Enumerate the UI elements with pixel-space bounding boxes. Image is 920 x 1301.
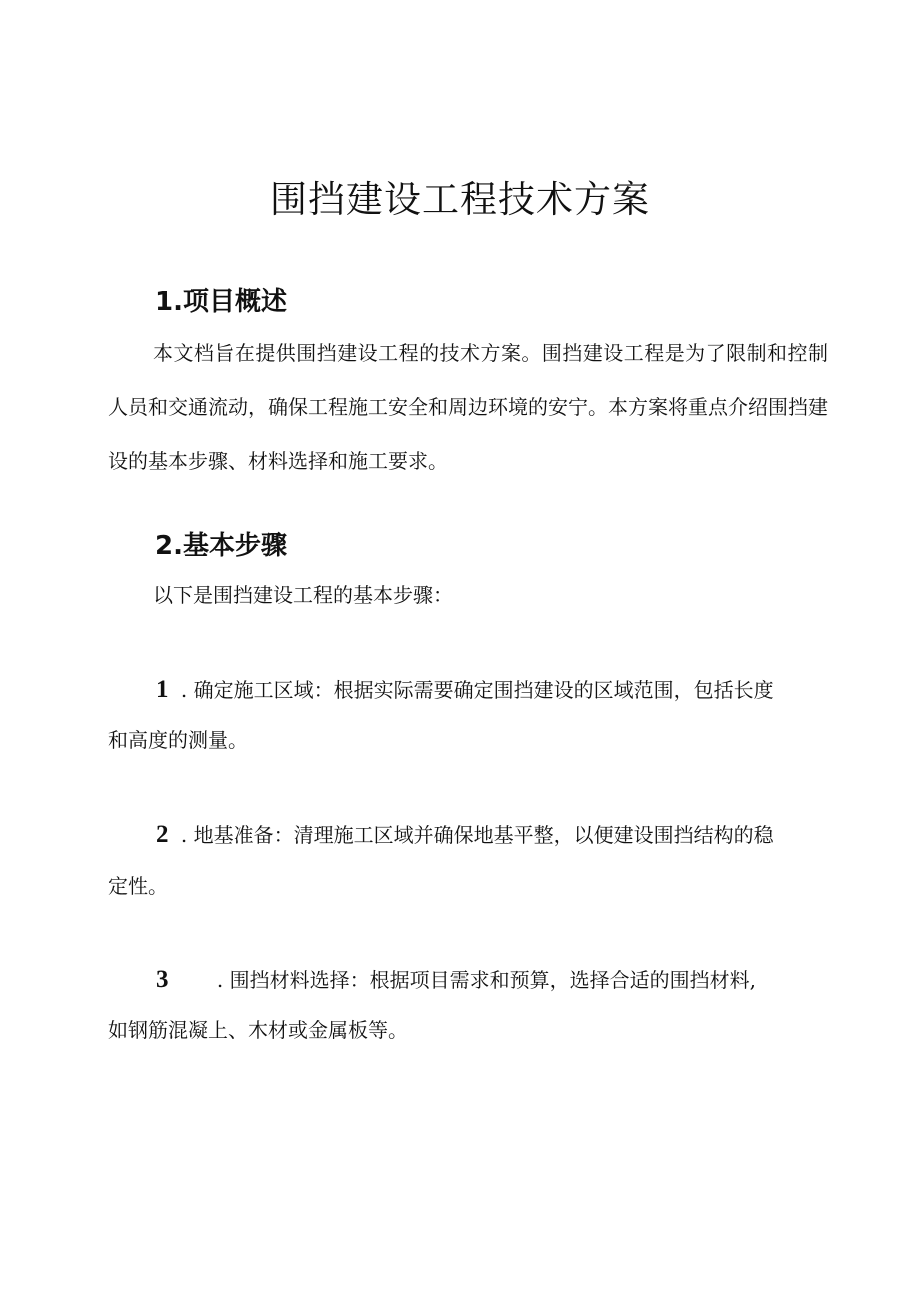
step-item-2 — [156, 815, 774, 855]
step-text: 围挡材料选择：根据项目需求和预算，选择合适的围挡材料, — [229, 968, 756, 992]
step-separator: . — [180, 678, 188, 702]
step-item-1 — [156, 670, 774, 710]
overview-paragraph: 本文档旨在提供围挡建设工程的技术方案。围挡建设工程是为了限制和控制人员和交通流动，确保工程施工安全和周边环境的安宁。本方案将重点介绍围挡建设的基本步骤、材料选择和施工要求。 — [108, 341, 828, 473]
section-heading-steps: 2.基本步骤 — [155, 531, 287, 561]
step-item-3 — [156, 960, 756, 1000]
step-number: 2 — [156, 821, 169, 848]
step-3-continuation: 如钢筋混凝上、木材或金属板等。 — [108, 1018, 408, 1042]
document-title: 围挡建设工程技术方案 — [270, 178, 650, 221]
section-heading-overview: 1.项目概述 — [155, 287, 287, 317]
step-separator: . — [180, 823, 188, 847]
step-number: 3 — [156, 966, 169, 993]
step-text: 确定施工区域：根据实际需要确定围挡建设的区域范围，包括长度 — [193, 678, 774, 702]
step-separator: . — [216, 968, 224, 992]
step-number: 1 — [156, 676, 169, 703]
step-1-continuation: 和高度的测量。 — [108, 728, 248, 752]
step-2-continuation: 定性。 — [108, 874, 168, 898]
step-text: 地基准备：清理施工区域并确保地基平整，以便建设围挡结构的稳 — [193, 823, 774, 847]
steps-intro: 以下是围挡建设工程的基本步骤： — [153, 583, 453, 607]
